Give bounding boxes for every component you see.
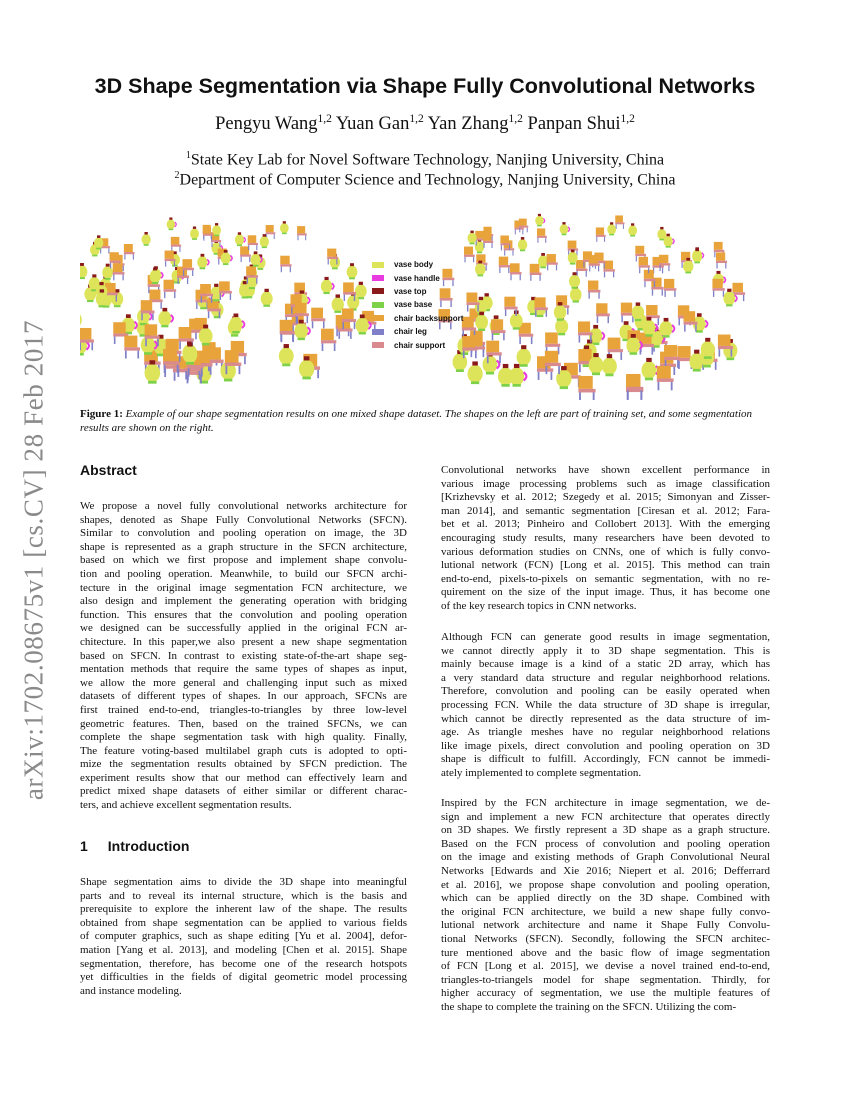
text-line: Shape segmentation aims to divide the 3D shape into meaningful — [80, 876, 407, 888]
text-line: based on SFCN. In contrast to existing state-of-the-art shape seg- — [80, 649, 407, 662]
chair-shape — [588, 281, 600, 299]
text-line: ately implemented to complete segmentation. — [441, 766, 642, 779]
text-line: we designed can be successfully applied in the original FCN ar- — [80, 622, 407, 635]
figure-caption — [80, 407, 772, 435]
chair-shape — [615, 215, 624, 228]
training-shapes-cluster — [80, 217, 376, 383]
vase-shape — [142, 232, 151, 246]
text-line: mize the segmentation results obtained by SFCN prediction. The — [80, 758, 407, 771]
text-line: We propose a novel fully convolutional networks architecture for — [80, 500, 407, 512]
chair-shape — [219, 281, 232, 300]
text-line: obtained from shape segmentation can be applied to various fields — [80, 916, 407, 929]
paper-title: 3D Shape Segmentation via Shape Fully Convolutional Networks — [94, 74, 756, 98]
legend-swatch — [372, 315, 384, 321]
text-line: mainly because image is a kind of a static 2D array, which has — [441, 658, 770, 671]
legend-entry — [372, 285, 463, 298]
text-line: of computer graphics, such as shape editing [Yu et al. 2004], defor- — [80, 930, 407, 943]
text-line: processing FCN. While the data structure of 3D shape is irregular, — [441, 698, 770, 711]
text-line: predict mixed shape datasets of either similar or different charac- — [80, 785, 407, 798]
legend-swatch — [372, 275, 384, 281]
author-list — [0, 113, 850, 135]
chair-shape — [311, 308, 325, 329]
text-line: lutional network architecture and name it Shape Fully Convolu- — [441, 919, 770, 932]
text-line: mation [Yang et al. 2013], and modeling [Chen et al. 2015]. Shape — [80, 943, 407, 956]
legend-swatch — [372, 262, 384, 268]
text-line: Similar to convolution and pooling operation on image, the 3D — [80, 527, 407, 540]
legend-entry — [372, 298, 463, 311]
text-line: of FCN [Long et al. 2015], we devise a novel trained end-to-end, — [441, 960, 770, 973]
chair-shape — [657, 366, 674, 390]
vase-shape — [641, 358, 658, 380]
text-line: bet et al. 2013; Pinheiro and Collobert 2013]. With the emerging — [441, 518, 770, 531]
legend-entry — [372, 271, 463, 284]
chair-shape — [659, 255, 670, 271]
affiliation-2: $^2$Department of Computer Science and Technology, Nanjing University, China — [174, 170, 676, 189]
text-line: shape is difficult to fulfill. Accordingly, FCN cannot be immedi- — [441, 753, 770, 766]
chair-shape — [664, 279, 676, 297]
vase-shape — [80, 309, 82, 329]
text-line: Convolutional networks have shown excellent performance in — [441, 464, 770, 476]
text-line: function. This ensures that the convolution and pooling operation — [80, 608, 407, 621]
vase-shape — [535, 214, 545, 227]
text-line: sign and implement a new FCN architecture that operates directly — [441, 810, 770, 823]
chair-shape — [716, 252, 727, 268]
text-line: on the image and existing methods of Graph Convolutional Neural — [441, 851, 770, 864]
legend-entry — [372, 325, 463, 338]
text-line: tional Networks (SFCN). Secondly, following the SFCN architec- — [441, 932, 770, 945]
text-line: experiment results show that our method can effectively learn and — [80, 771, 407, 784]
chair-shape — [596, 227, 606, 241]
chair-shape — [171, 237, 181, 252]
chair-shape — [321, 329, 336, 351]
legend-entry — [372, 312, 463, 325]
text-line: encouraging study results, many researchers have been devoted to — [441, 531, 770, 544]
legend-entry — [372, 258, 463, 271]
text-line: the original FCN architecture, we build a new shape fully convo- — [441, 905, 770, 918]
abstract-body — [80, 500, 407, 813]
legend-swatch — [372, 342, 384, 348]
text-line: also design and implement the generating operation with bridging — [80, 595, 407, 608]
vase-shape — [279, 344, 294, 366]
text-line: datasets of different types of shapes. In our approach, SFCNs are — [80, 690, 407, 703]
vase-shape — [280, 221, 289, 234]
legend-label: chair leg — [394, 327, 427, 337]
legend-label: chair support — [394, 340, 446, 350]
author: Yuan Gan$^{1,2}$ — [335, 113, 424, 135]
text-line: tion and pooling operation. Meanwhile, to build our SFCN archi- — [80, 567, 407, 580]
chair-shape — [530, 264, 542, 281]
text-line: like image pixels, direct convolution and pooling operation on 3D — [441, 739, 770, 752]
text-line: et al. 2016], we propose shape convolution and pooling operation, — [441, 878, 770, 891]
author: Pengyu Wang$^{1,2}$ — [215, 113, 332, 135]
intro-body — [80, 876, 407, 998]
chair-shape — [537, 228, 547, 242]
chair-shape — [576, 260, 587, 277]
text-line: shapes, denoted as Shape Fully Convolutional Networks (SFCN). — [80, 513, 407, 526]
legend-swatch — [372, 329, 384, 335]
legend-label: vase handle — [394, 273, 440, 283]
text-line: age. As triangle meshes have no regular neighborhood relations — [441, 726, 770, 739]
text-line: triangles-to-triangels model for shape segmentation. Thirdly, for — [441, 973, 770, 986]
caption-text: Example of our shape segmentation results on one mixed shape dataset. The shapes on the left are part of training set, and some segmentation results are shown on the right. — [80, 408, 753, 434]
text-line: mentation methods that require the same types of shapes as input, — [80, 663, 407, 676]
text-line: we allow the more general and challenging input such as mixed — [80, 676, 407, 689]
vase-shape — [260, 234, 269, 248]
chair-shape — [519, 219, 528, 233]
figure-legend — [372, 258, 463, 352]
text-line: [Krizhevsky et al. 2012; Szegedy et al. 2015; Simonyan and Zisser- — [441, 491, 770, 504]
vase-shape — [569, 272, 580, 289]
text-line: various deformation studies on CNNs, one of which is fully convo- — [441, 545, 770, 558]
text-line: quirement on the size of the input image. Thus, it has become one — [441, 586, 770, 599]
chair-shape — [499, 257, 510, 273]
chair-shape — [504, 297, 517, 316]
chair-shape — [547, 254, 558, 270]
chair-shape — [626, 374, 643, 399]
legend-label: vase top — [394, 286, 427, 296]
text-line: we cannot directly apply it to 3D shape segmentation. This is — [441, 644, 770, 657]
text-line: The feature voting-based multilabel graph cuts is adopted to opti- — [80, 744, 407, 757]
text-line: based on which we first propose and implement shape convolu- — [80, 554, 407, 567]
text-line: ters, and achieve excellent segmentation results. — [80, 799, 292, 812]
vase-shape — [560, 222, 570, 235]
chair-shape — [464, 247, 475, 263]
chair-shape — [578, 376, 595, 400]
legend-swatch — [372, 302, 384, 308]
text-line: Networks [Edwards and Xie 2016; Niepert et al. 2016; Defferrard — [441, 864, 770, 877]
text-line: shape is represented as a graph structure in the SFCN architecture, — [80, 540, 407, 553]
vase-shape — [80, 263, 87, 279]
text-line: of the key research topics in CNN networks. — [441, 599, 637, 612]
text-line: tecture in the original image segmentation FCN architecture, we — [80, 581, 407, 594]
arxiv-id: arXiv:1702.08675v1 [cs.CV] 28 Feb 2017 — [18, 319, 49, 801]
right-paragraph-3 — [441, 797, 770, 1015]
vase-shape — [517, 345, 531, 367]
text-line: Inspired by the FCN architecture in image segmentation, we de- — [441, 797, 770, 809]
vase-shape — [602, 354, 617, 376]
chair-shape — [596, 303, 610, 323]
text-line: man 2014], and semantic segmentation [Ciresan et al. 2012; Fara- — [441, 504, 770, 517]
text-line: a very standard data structure and regular neighborhood relations. — [441, 671, 770, 684]
vase-shape — [235, 232, 245, 246]
chair-shape — [124, 244, 135, 260]
text-line: ture mentioned above and the basic flow of image segmentation — [441, 946, 770, 959]
legend-swatch — [372, 288, 384, 294]
chair-shape — [248, 235, 258, 250]
text-line: geometric features. Then, based on the trained SFCNs, we can — [80, 717, 407, 730]
text-line: Although FCN can generate good results in image segmentation, — [441, 631, 770, 643]
text-line: on 3D shapes. We firstly represent a 3D shape as a graph structure. — [441, 824, 770, 837]
text-line: higher accuracy of segmentation, we use the multiple features of — [441, 987, 770, 1000]
text-line: first trained end-to-end, triangles-to-triangles by three low-level — [80, 703, 407, 716]
intro-heading: 1 Introduction — [80, 838, 190, 854]
text-line: yet difficulties in the fields of digital geometric model processing — [80, 971, 407, 984]
vase-shape — [483, 352, 500, 374]
vase-shape — [347, 263, 358, 279]
text-line: complete the shape segmentation task with high quality. Finally, — [80, 731, 407, 744]
vase-shape — [628, 223, 637, 236]
text-line: end-to-end, pixels-to-pixels on semantic segmentation, with no re- — [441, 572, 770, 585]
chair-shape — [266, 225, 276, 239]
text-line: various image processing problems such as image classification — [441, 477, 770, 490]
text-line: parts and to reveal its internal structure, which is the basis and — [80, 889, 407, 902]
chair-shape — [510, 263, 522, 280]
legend-label: vase body — [394, 260, 434, 270]
vase-shape — [468, 361, 483, 384]
affiliation-1: $^1$State Key Lab for Novel Software Technology, Nanjing University, China — [185, 150, 665, 169]
text-line: which cannot be directly represented as the data structure of im- — [441, 712, 770, 725]
text-line: segmentation, therefore, has become one of the research hotspots — [80, 957, 407, 970]
vase-shape — [509, 364, 526, 387]
text-line: Based on the FCN process of convolution and pooling operation — [441, 837, 770, 850]
vase-shape — [607, 222, 616, 235]
chair-shape — [280, 256, 291, 273]
chair-shape — [124, 336, 140, 359]
vase-shape — [158, 308, 173, 327]
author: Panpan Shui$^{1,2}$ — [527, 113, 635, 135]
legend-label: chair backsupport — [394, 313, 464, 323]
right-paragraph-2 — [441, 631, 770, 781]
chair-shape — [491, 319, 505, 340]
vase-shape — [321, 277, 334, 294]
chair-shape — [240, 246, 251, 262]
legend-label: vase base — [394, 300, 433, 310]
abstract-heading: Abstract — [80, 462, 137, 478]
segmentation-results-cluster — [438, 214, 745, 400]
text-line: which can be applied directly on the 3D shape. Combined with — [441, 892, 770, 905]
vase-shape — [197, 254, 209, 269]
legend-entry — [372, 338, 463, 351]
vase-shape — [518, 237, 527, 251]
right-paragraph-1 — [441, 464, 770, 614]
text-line: prerequisite to explore the inherent law of the shape. The results — [80, 903, 407, 916]
text-line: the shape to complete the training on the SFCN. Utilizing the com- — [441, 1000, 737, 1013]
vase-shape — [692, 248, 702, 263]
text-line: and instance modeling. — [80, 984, 182, 997]
caption-label: Figure 1: — [80, 408, 123, 420]
text-line: Therefore, convolution and pooling can be easily operated when — [441, 685, 770, 698]
arxiv-sidebar-stamp — [14, 319, 54, 801]
vase-shape — [167, 217, 177, 230]
author: Yan Zhang$^{1,2}$ — [427, 113, 523, 135]
text-line: lutional network (FCN) [Long et al. 2015]. This method can train — [441, 559, 770, 572]
text-line: chitecture. In this paper,we also present a new shape segmentation — [80, 635, 407, 648]
chair-shape — [297, 226, 307, 240]
vase-shape — [190, 226, 199, 239]
vase-shape — [261, 289, 273, 307]
